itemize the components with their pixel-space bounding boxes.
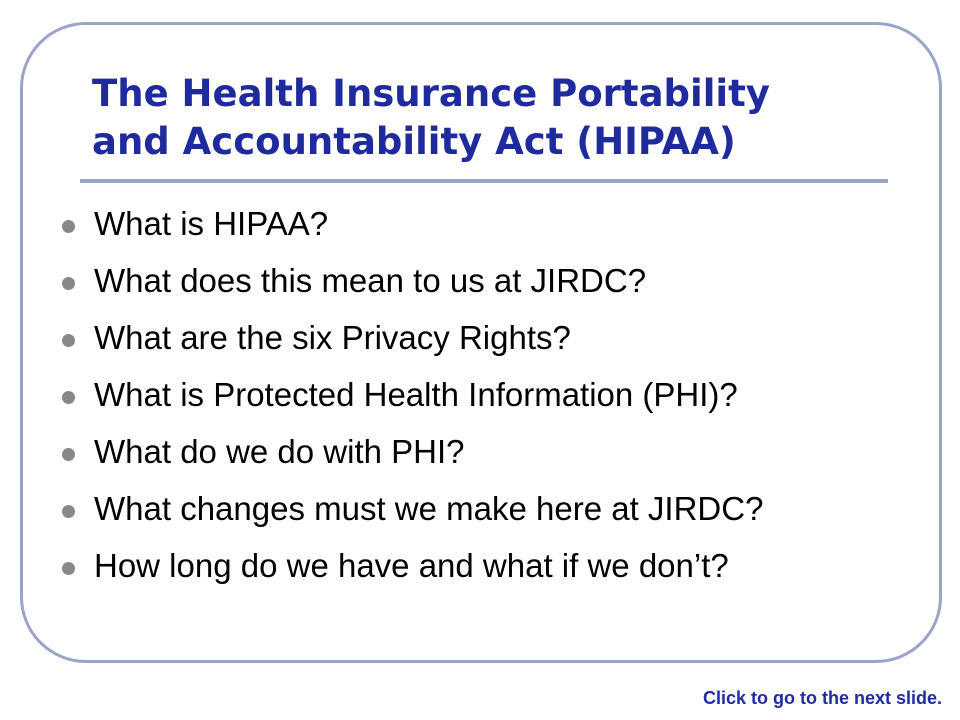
bullet-text: What is HIPAA? bbox=[94, 205, 329, 242]
bullet-item bbox=[62, 319, 922, 356]
bullet-dot-icon bbox=[62, 334, 75, 347]
bullet-item bbox=[62, 262, 922, 299]
bullet-text: What does this mean to us at JIRDC? bbox=[94, 262, 647, 299]
bullet-item bbox=[62, 205, 922, 242]
bullet-text: What are the six Privacy Rights? bbox=[94, 319, 571, 356]
bullet-text: What do we do with PHI? bbox=[94, 433, 465, 470]
next-slide-link[interactable]: Click to go to the next slide. bbox=[702, 688, 942, 708]
slide-title-line-2: and Accountability Act (HIPAA) bbox=[92, 120, 736, 163]
bullet-item bbox=[62, 547, 922, 584]
slide-title bbox=[92, 70, 912, 166]
bullet-list bbox=[62, 205, 922, 604]
bullet-dot-icon bbox=[62, 220, 75, 233]
title-divider bbox=[80, 179, 888, 183]
bullet-dot-icon bbox=[62, 391, 75, 404]
bullet-dot-icon bbox=[62, 277, 75, 290]
bullet-item bbox=[62, 490, 922, 527]
bullet-text: What is Protected Health Information (PHI)? bbox=[94, 376, 738, 413]
bullet-item bbox=[62, 433, 922, 470]
bullet-dot-icon bbox=[62, 562, 75, 575]
bullet-text: What changes must we make here at JIRDC? bbox=[94, 490, 764, 527]
bullet-text: How long do we have and what if we don’t? bbox=[94, 547, 729, 584]
bullet-dot-icon bbox=[62, 448, 75, 461]
slide-title-line-1: The Health Insurance Portability bbox=[92, 72, 770, 115]
bullet-dot-icon bbox=[62, 505, 75, 518]
bullet-item bbox=[62, 376, 922, 413]
